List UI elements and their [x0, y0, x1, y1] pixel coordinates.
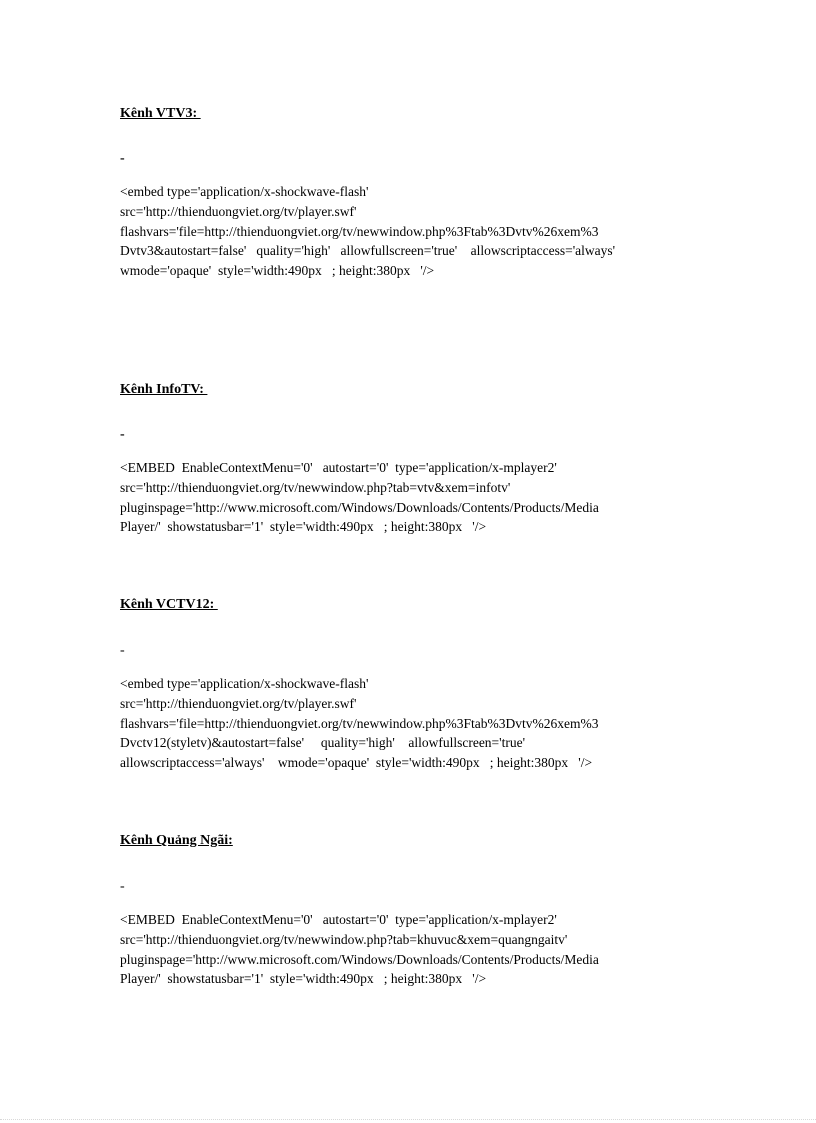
code-line: <EMBED EnableContextMenu='0' autostart='0' type='application/x-mplayer2': [120, 460, 557, 475]
code-line: wmode='opaque' style='width:490px ; height:380px '/>: [120, 263, 435, 279]
code-line: src='http://thienduongviet.org/tv/player.swf': [120, 695, 357, 711]
code-line: pluginspage='http://www.microsoft.com/Windows/Downloads/Contents/Products/Media: [120, 499, 599, 515]
section-dash: -: [120, 643, 125, 658]
code-line: pluginspage='http://www.microsoft.com/Windows/Downloads/Contents/Products/Media: [120, 951, 599, 967]
code-line: allowscriptaccess='always' wmode='opaque' style='width:490px ; height:380px '/>: [120, 755, 593, 771]
code-line: src='http://thienduongviet.org/tv/newwindow.php?tab=vtv&xem=infotv': [120, 479, 511, 495]
code-line: Dvtv3&autostart=false' quality='high' allowfullscreen='true' allowscriptaccess='always': [120, 243, 616, 259]
section-heading-vctv12: Kênh VCTV12:: [120, 597, 218, 612]
section-heading-vtv3: Kênh VTV3:: [120, 106, 201, 121]
code-line: Player/' showstatusbar='1' style='width:490px ; height:380px '/>: [120, 519, 487, 535]
code-line: <embed type='application/x-shockwave-flash': [120, 676, 369, 691]
code-line: src='http://thienduongviet.org/tv/newwindow.php?tab=khuvuc&xem=quangngaitv': [120, 931, 568, 947]
section-dash: -: [120, 427, 125, 442]
embed-code-vctv12: [120, 674, 680, 773]
embed-code-quang-ngai: [120, 910, 680, 989]
section-dash: -: [120, 151, 125, 166]
embed-code-vtv3: [120, 182, 680, 281]
code-line: flashvars='file=http://thienduongviet.org/tv/newwindow.php%3Ftab%3Dvtv%26xem%3: [120, 715, 599, 731]
embed-code-infotv: [120, 458, 680, 537]
section-dash: -: [120, 879, 125, 894]
code-line: <embed type='application/x-shockwave-flash': [120, 184, 369, 199]
section-heading-infotv: Kênh InfoTV:: [120, 382, 208, 397]
code-line: <EMBED EnableContextMenu='0' autostart='0' type='application/x-mplayer2': [120, 912, 557, 927]
code-line: flashvars='file=http://thienduongviet.org/tv/newwindow.php%3Ftab%3Dvtv%26xem%3: [120, 223, 599, 239]
code-line: Player/' showstatusbar='1' style='width:490px ; height:380px '/>: [120, 971, 487, 987]
page-bottom-divider: [0, 1119, 816, 1120]
section-heading-quang-ngai: Kênh Quảng Ngãi:: [120, 833, 233, 848]
code-line: src='http://thienduongviet.org/tv/player.swf': [120, 203, 357, 219]
code-line: Dvctv12(styletv)&autostart=false' quality='high' allowfullscreen='true': [120, 735, 526, 751]
